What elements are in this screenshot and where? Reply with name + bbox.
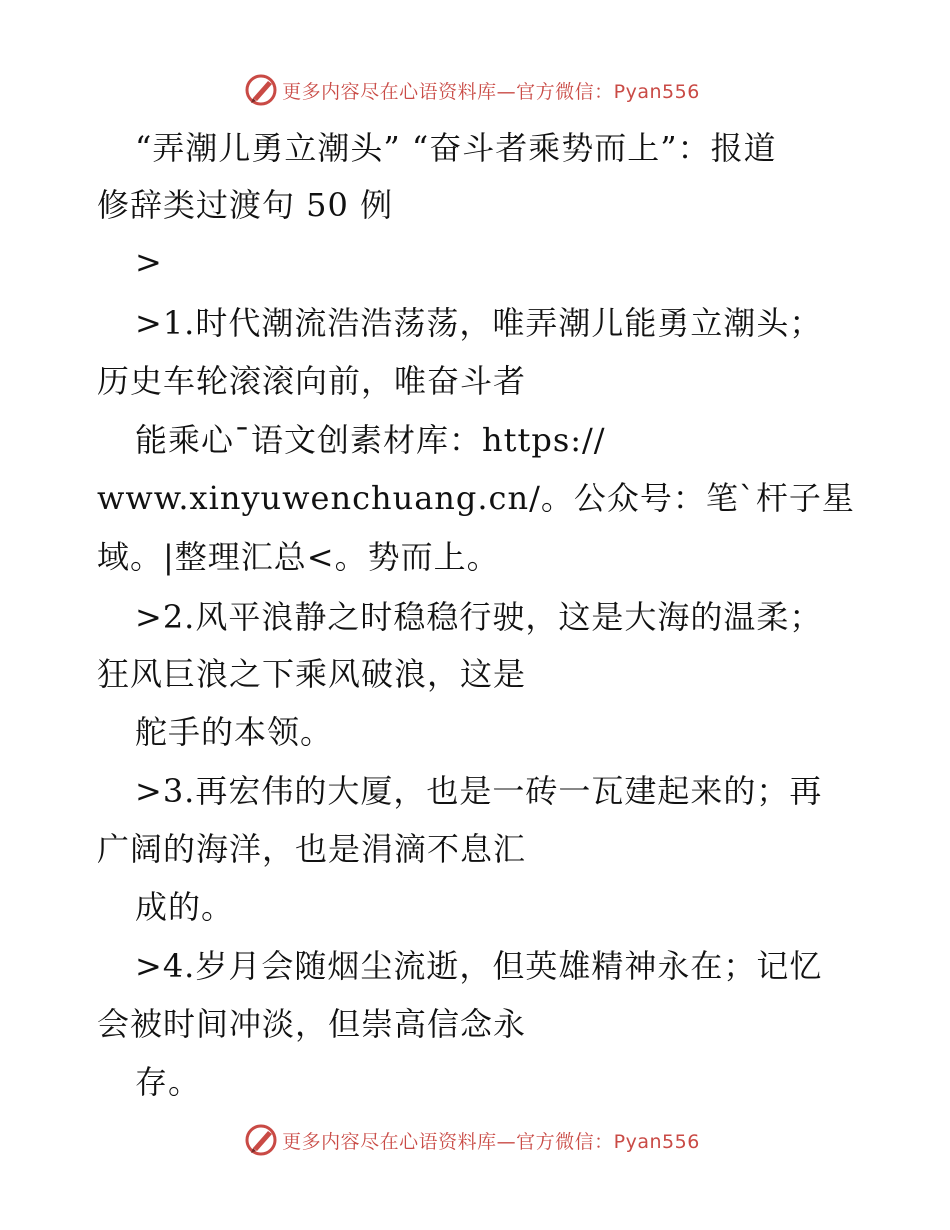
item-2-line-2: 狂风巨浪之下乘风破浪，这是 xyxy=(97,655,527,693)
watermark-banner-bottom xyxy=(0,1120,950,1160)
title-line-1: “弄潮儿勇立潮头” “奋斗者乘势而上”：报道 xyxy=(135,129,777,167)
item-3-line-1: >3.再宏伟的大厦，也是一砖一瓦建起来的；再 xyxy=(135,772,823,810)
watermark-text: 更多内容尽在心语资料库—官方微信：Pyan556 xyxy=(282,1130,700,1153)
item-2-line-1: >2.风平浪静之时稳稳行驶，这是大海的温柔； xyxy=(135,598,823,636)
item-1-line-3: 能乘心¯语文创素材库：https:// xyxy=(135,421,606,459)
item-1-line-1: >1.时代潮流浩浩荡荡，唯弄潮儿能勇立潮头； xyxy=(135,304,823,342)
separator-marker: > xyxy=(135,243,163,281)
item-3-line-3: 成的。 xyxy=(135,888,235,926)
item-2-line-3: 舵手的本领。 xyxy=(135,713,334,751)
item-4-line-3: 存。 xyxy=(135,1063,202,1101)
item-3-line-2: 广阔的海洋，也是涓滴不息汇 xyxy=(97,830,527,868)
title-line-2: 修辞类过渡句 50 例 xyxy=(97,186,394,224)
item-4-line-2: 会被时间冲淡，但崇高信念永 xyxy=(97,1005,527,1043)
item-1-line-4: www.xinyuwenchuang.cn/。公众号：笔`杆子星 xyxy=(97,479,855,517)
item-1-line-5: 域。|整理汇总<。势而上。 xyxy=(97,538,500,576)
watermark-text: 更多内容尽在心语资料库—官方微信：Pyan556 xyxy=(282,80,700,103)
pen-in-circle-logo-icon xyxy=(244,1123,278,1157)
pen-in-circle-logo-icon xyxy=(244,73,278,107)
watermark-banner-top xyxy=(0,70,950,110)
item-4-line-1: >4.岁月会随烟尘流逝，但英雄精神永在；记忆 xyxy=(135,947,823,985)
item-1-line-2: 历史车轮滚滚向前，唯奋斗者 xyxy=(97,362,527,400)
